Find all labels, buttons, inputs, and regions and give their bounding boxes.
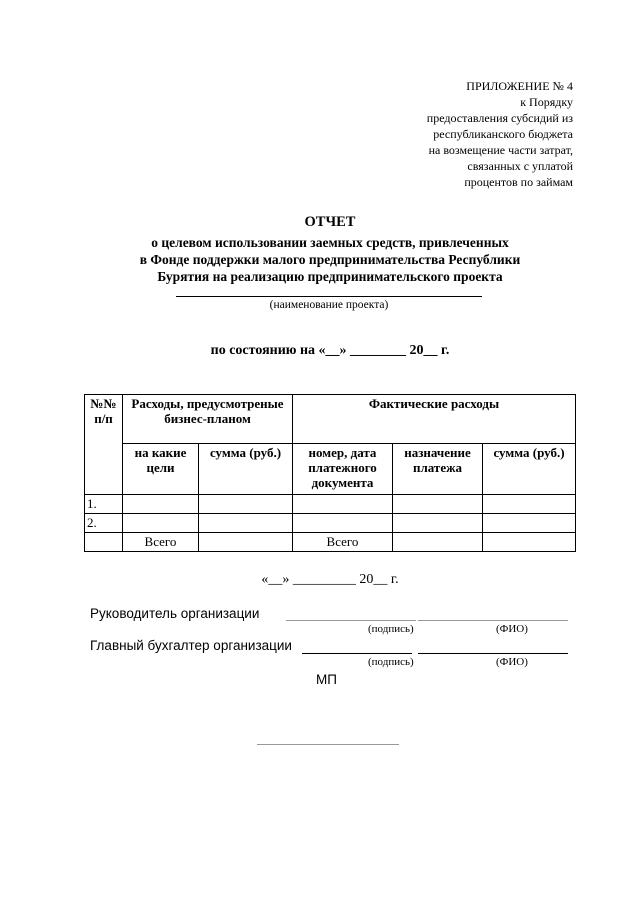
appendix-line: связанных с уплатой — [467, 159, 573, 173]
seal-label: МП — [316, 672, 337, 687]
payment-purpose-header: назначение платежа — [393, 444, 483, 495]
table-cell[interactable] — [483, 495, 576, 514]
actual-total-label: Всего — [293, 533, 393, 552]
appendix-line: на возмещение части затрат, — [428, 143, 573, 157]
accountant-name-line[interactable] — [418, 653, 568, 654]
table-cell[interactable] — [293, 514, 393, 533]
appendix-line: республиканского бюджета — [433, 127, 573, 141]
table-cell[interactable] — [483, 514, 576, 533]
table-cell[interactable] — [199, 495, 293, 514]
appendix-note — [380, 78, 573, 190]
footer-divider — [257, 744, 399, 745]
report-title — [60, 214, 600, 285]
table-row — [85, 514, 576, 533]
appendix-line: предоставления субсидий из — [426, 111, 573, 125]
row-number: 2. — [85, 514, 123, 533]
director-signature-line[interactable] — [286, 620, 416, 621]
table-header-row — [85, 395, 576, 444]
actual-expenses-header: Фактические расходы — [293, 395, 576, 444]
row-number: 1. — [85, 495, 123, 514]
director-signature-caption: (подпись) — [368, 623, 414, 635]
table-cell[interactable] — [85, 533, 123, 552]
appendix-line: ПРИЛОЖЕНИЕ № 4 — [466, 79, 573, 93]
table-cell[interactable] — [393, 495, 483, 514]
director-label: Руководитель организации — [90, 606, 260, 621]
appendix-line: к Порядку — [520, 95, 573, 109]
expenses-table — [84, 394, 576, 552]
as-of-date: по состоянию на «__» ________ 20__ г. — [210, 343, 450, 358]
table-cell[interactable] — [123, 514, 199, 533]
actual-sum-header: сумма (руб.) — [483, 444, 576, 495]
col-number-header: №№ п/п — [85, 395, 123, 495]
report-subtitle-line: Бурятия на реализацию предпринимательского проекта — [157, 269, 503, 284]
report-subtitle-line: в Фонде поддержки малого предпринимательства Республики — [139, 252, 521, 267]
director-name-line[interactable] — [418, 620, 568, 621]
planned-sum-header: сумма (руб.) — [199, 444, 293, 495]
report-heading: ОТЧЕТ — [304, 214, 356, 230]
table-row — [85, 495, 576, 514]
table-cell[interactable] — [199, 533, 293, 552]
table-cell[interactable] — [199, 514, 293, 533]
project-name-caption: (наименование проекта) — [269, 299, 389, 311]
accountant-label: Главный бухгалтер организации — [90, 638, 292, 653]
table-cell[interactable] — [393, 533, 483, 552]
director-name-caption: (ФИО) — [496, 623, 528, 635]
table-total-row — [85, 533, 576, 552]
table-subheader-row — [85, 444, 576, 495]
accountant-signature-caption: (подпись) — [368, 656, 414, 668]
table-cell[interactable] — [123, 495, 199, 514]
appendix-line: процентов по займам — [464, 175, 573, 189]
payment-doc-header: номер, дата платежного документа — [293, 444, 393, 495]
purpose-header: на какие цели — [123, 444, 199, 495]
accountant-signature-line[interactable] — [302, 653, 412, 654]
project-name-blank-line[interactable] — [176, 296, 482, 297]
report-subtitle-line: о целевом использовании заемных средств, привлеченных — [151, 235, 509, 250]
accountant-name-caption: (ФИО) — [496, 656, 528, 668]
planned-expenses-header: Расходы, предусмотреные бизнес-планом — [123, 395, 293, 444]
table-cell[interactable] — [393, 514, 483, 533]
table-cell[interactable] — [293, 495, 393, 514]
report-date-line: «__» _________ 20__ г. — [261, 572, 399, 587]
planned-total-label: Всего — [123, 533, 199, 552]
table-cell[interactable] — [483, 533, 576, 552]
